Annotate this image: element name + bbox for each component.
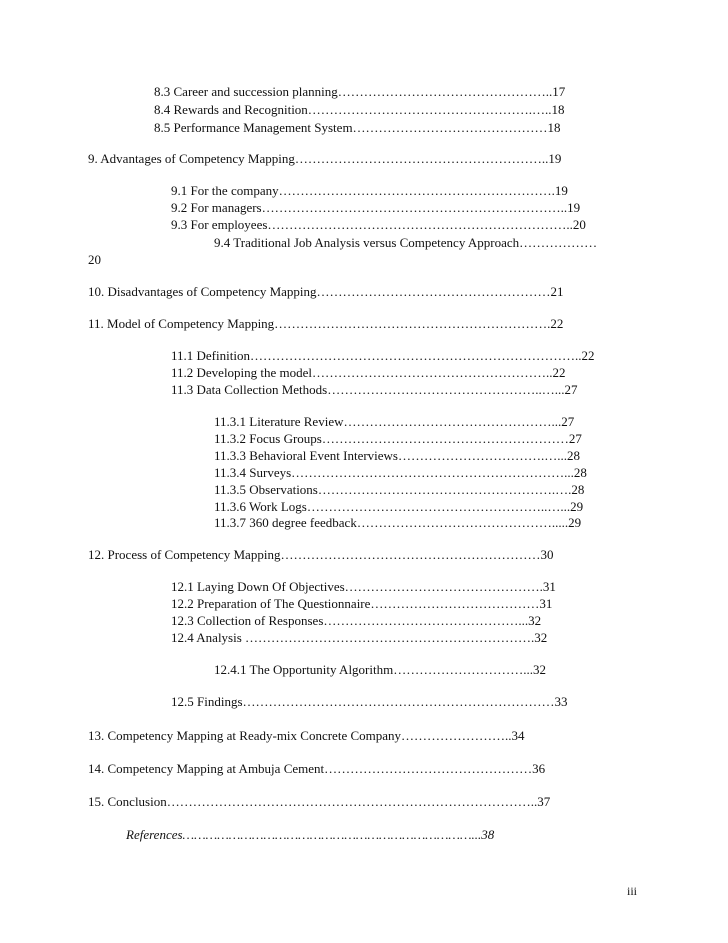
toc-entry-12-1: 12.1 Laying Down Of Objectives……………………………………….31 xyxy=(171,579,556,594)
toc-entry-13: 13. Competency Mapping at Ready-mix Concrete Company……………………..34 xyxy=(88,728,525,743)
toc-entry-8-3: 8.3 Career and succession planning…………………………………………..17 xyxy=(154,84,566,99)
toc-entry-12-4: 12.4 Analysis ………………………………………………………….32 xyxy=(171,630,548,645)
toc-entry-11-2: 11.2 Developing the model………………………………………………..22 xyxy=(171,365,566,380)
toc-entry-11-3-5: 11.3.5 Observations……………………………………………….….28 xyxy=(214,482,585,497)
toc-entry-9: 9. Advantages of Competency Mapping…………………………………………………..19 xyxy=(88,151,562,166)
toc-entry-9-1: 9.1 For the company……………………………………………………….19 xyxy=(171,183,568,198)
toc-entry-9-4: 9.4 Traditional Job Analysis versus Competency Approach……………… xyxy=(214,235,598,250)
toc-entry-11-3: 11.3 Data Collection Methods…………………………………………..…...27 xyxy=(171,382,578,397)
toc-entry-11-3-1: 11.3.1 Literature Review…………………………………………...27 xyxy=(214,414,575,429)
toc-entry-12-3: 12.3 Collection of Responses………………………………………...32 xyxy=(171,613,542,628)
toc-entry-14: 14. Competency Mapping at Ambuja Cement…………………………………………36 xyxy=(88,761,546,776)
toc-entry-11-3-3: 11.3.3 Behavioral Event Interviews…………………………….…...28 xyxy=(214,448,580,463)
toc-entry-9-2: 9.2 For managers……………………………………………………………..19 xyxy=(171,200,581,215)
toc-entry-11-3-7: 11.3.7 360 degree feedback……………………………………….....29 xyxy=(214,515,582,530)
toc-entry-15: 15. Conclusion…………………………………………………………………………..37 xyxy=(88,794,551,809)
toc-entry-9-4-page: 20 xyxy=(88,252,101,267)
toc-entry-11: 11. Model of Competency Mapping……………………………………………………….22 xyxy=(88,316,564,331)
toc-entry-8-5: 8.5 Performance Management System………………………………………18 xyxy=(154,120,561,135)
toc-entry-11-1: 11.1 Definition…………………………………………………………………..22 xyxy=(171,348,595,363)
toc-entry-11-3-6: 11.3.6 Work Logs………………………………………………..…...29 xyxy=(214,499,584,514)
toc-entry-12-4-1: 12.4.1 The Opportunity Algorithm…………………………...32 xyxy=(214,662,546,677)
toc-entry-11-3-2: 11.3.2 Focus Groups…………………………………………………27 xyxy=(214,431,582,446)
toc-entry-9-3: 9.3 For employees……………………………………………………………..20 xyxy=(171,217,586,232)
toc-entry-12: 12. Process of Competency Mapping……………………………………………………30 xyxy=(88,547,554,562)
toc-entry-12-5: 12.5 Findings………………………………………………………………33 xyxy=(171,694,568,709)
toc-entry-8-4: 8.4 Rewards and Recognition…………………………………………….…..18 xyxy=(154,102,565,117)
toc-entry-11-3-4: 11.3.4 Surveys………………………………………………………...28 xyxy=(214,465,587,480)
page-number: iii xyxy=(627,884,638,898)
toc-entry-10: 10. Disadvantages of Competency Mapping………………………………………………21 xyxy=(88,284,564,299)
toc-entry-references: References…………………………………………………………………...38 xyxy=(126,827,495,842)
toc-entry-12-2: 12.2 Preparation of The Questionnaire…………………………………31 xyxy=(171,596,553,611)
